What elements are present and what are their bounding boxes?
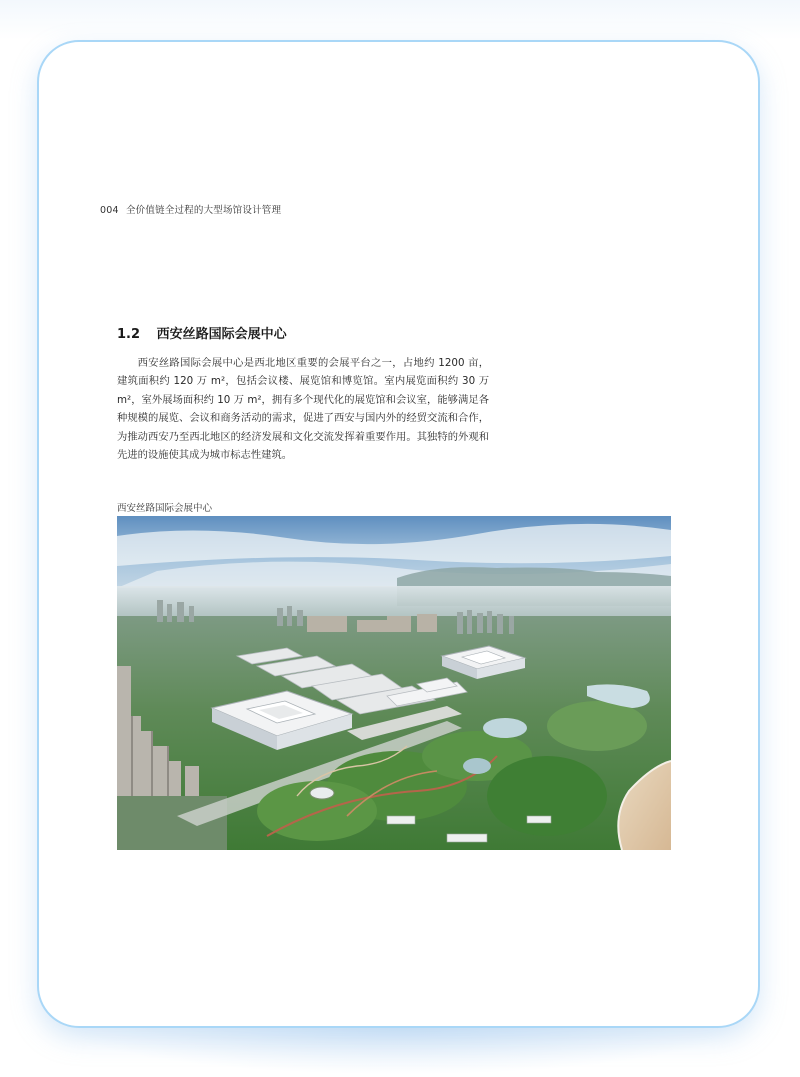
section-heading [117,323,287,342]
aerial-photo [117,516,671,850]
running-header [100,202,281,216]
figure-caption: 西安丝路国际会展中心 [117,503,213,514]
section-title: 西安丝路国际会展中心 [156,327,287,342]
card-shadow-glow [60,1025,740,1075]
book-title: 全价值链全过程的大型场馆设计管理 [125,205,282,216]
page-number: 004 [100,205,119,216]
body-paragraph: 西安丝路国际会展中心是西北地区重要的会展平台之一，占地约 1200 亩，建筑面积约 120 万 m²，包括会议楼、展览馆和博览馆。室内展览面积约 30 万 m²，室外展场面积约 10 万 m²，拥有多个现代化的展览馆和会议室，能够满足各种规模的展览、会议和商务活动的需求，促进了西安与国内外的经贸交流和合作，为推动西安乃至西北地区的经济发展和文化交流发挥着重要作用。其独特的外观和先进的设施使其成为城市标志性建筑。 [117,357,489,462]
top-background [0,0,800,40]
section-number: 1.2 [117,327,141,342]
